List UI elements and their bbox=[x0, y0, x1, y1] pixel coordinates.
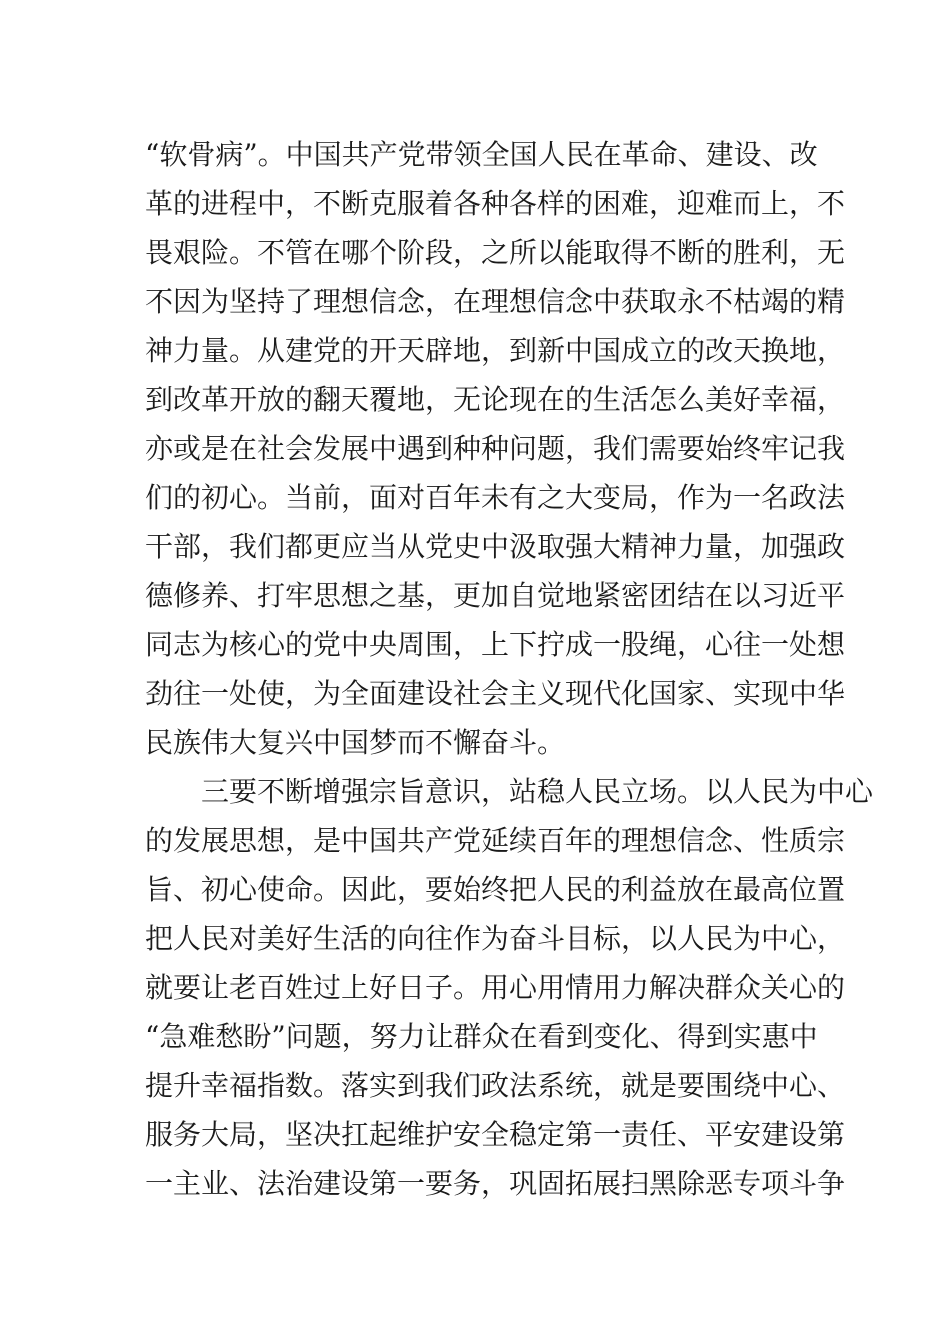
paragraph-start-line: 三要不断增强宗旨意识，站稳人民立场。以人民为中心 bbox=[145, 775, 874, 808]
text-line: 不因为坚持了理想信念，在理想信念中获取永不枯竭的精 bbox=[145, 285, 846, 318]
text-line: 革的进程中，不断克服着各种各样的困难，迎难而上，不 bbox=[145, 187, 846, 220]
text-line: 神力量。从建党的开天辟地，到新中国成立的改天换地， bbox=[145, 334, 846, 367]
text-line: 到改革开放的翻天覆地，无论现在的生活怎么美好幸福， bbox=[145, 383, 846, 416]
document-body bbox=[145, 130, 874, 1208]
text-line: 德修养、打牢思想之基，更加自觉地紧密团结在以习近平 bbox=[145, 579, 846, 612]
text-line: 民族伟大复兴中国梦而不懈奋斗。 bbox=[145, 726, 566, 759]
text-line: 把人民对美好生活的向往作为奋斗目标，以人民为中心， bbox=[145, 922, 846, 955]
text-line: 们的初心。当前，面对百年未有之大变局，作为一名政法 bbox=[145, 481, 846, 514]
text-line: 劲往一处使，为全面建设社会主义现代化国家、实现中华 bbox=[145, 677, 846, 710]
text-line: 提升幸福指数。落实到我们政法系统，就是要围绕中心、 bbox=[145, 1069, 846, 1102]
text-line: 就要让老百姓过上好日子。用心用情用力解决群众关心的 bbox=[145, 971, 846, 1004]
text-line: 干部，我们都更应当从党史中汲取强大精神力量，加强政 bbox=[145, 530, 846, 563]
text-line: 同志为核心的党中央周围，上下拧成一股绳，心往一处想 bbox=[145, 628, 846, 661]
text-line: 旨、初心使命。因此，要始终把人民的利益放在最高位置 bbox=[145, 873, 846, 906]
text-line: 一主业、法治建设第一要务，巩固拓展扫黑除恶专项斗争 bbox=[145, 1167, 846, 1200]
text-line: 的发展思想，是中国共产党延续百年的理想信念、性质宗 bbox=[145, 824, 846, 857]
text-line: “急难愁盼”问题，努力让群众在看到变化、得到实惠中 bbox=[145, 1020, 818, 1053]
text-line: “软骨病”。中国共产党带领全国人民在革命、建设、改 bbox=[145, 138, 818, 171]
text-line: 服务大局，坚决扛起维护安全稳定第一责任、平安建设第 bbox=[145, 1118, 846, 1151]
text-line: 畏艰险。不管在哪个阶段，之所以能取得不断的胜利，无 bbox=[145, 236, 846, 269]
text-line: 亦或是在社会发展中遇到种种问题，我们需要始终牢记我 bbox=[145, 432, 846, 465]
